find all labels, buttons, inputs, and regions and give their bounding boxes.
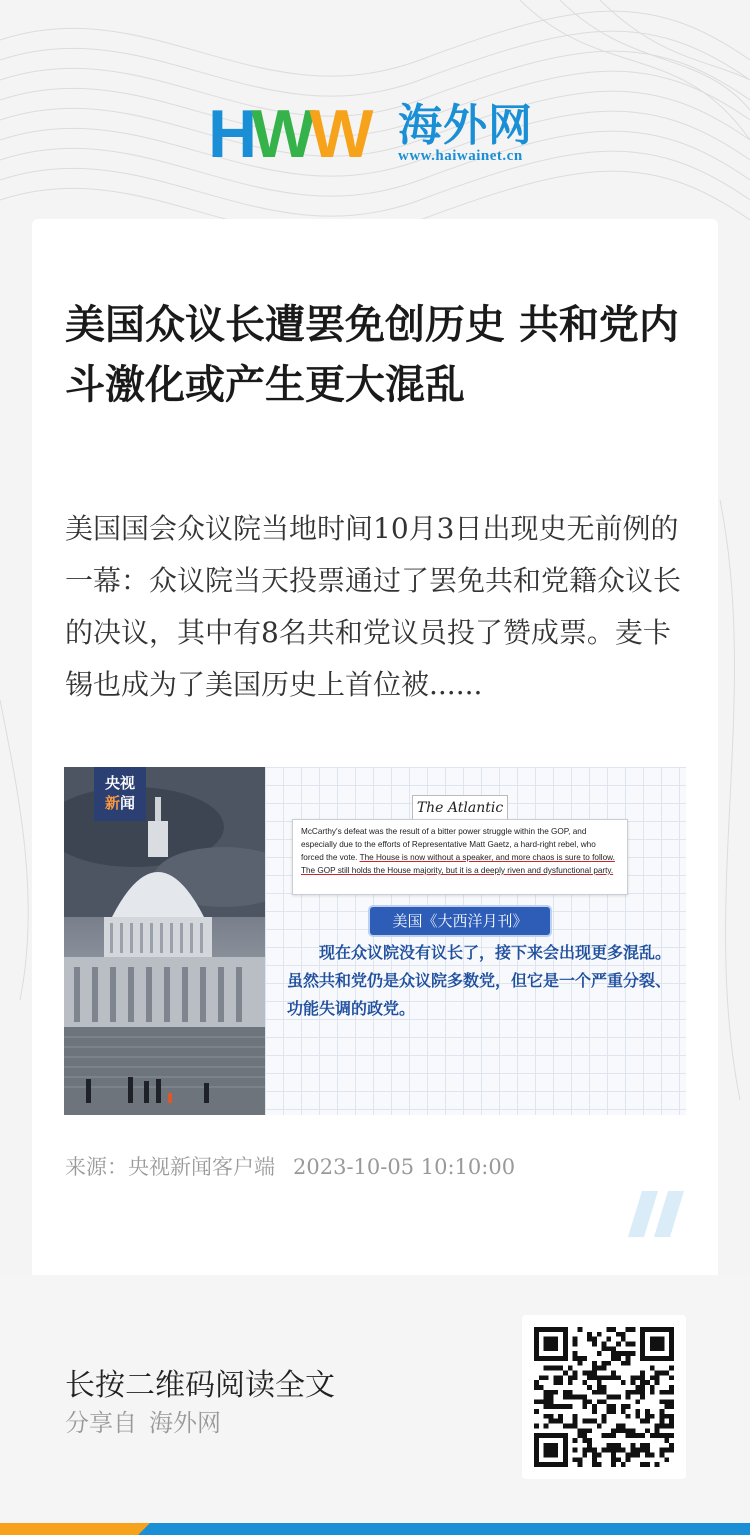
qr-cta-text: 长按二维码阅读全文 — [65, 1368, 335, 1403]
source-label: 来源：央视新闻客户端 — [65, 1155, 275, 1179]
logo-chinese-name: 海外网 — [398, 100, 533, 151]
qr-code-icon — [534, 1327, 674, 1467]
cctv-news-badge — [94, 767, 146, 821]
share-prefix: 分享自 — [65, 1409, 137, 1437]
logo-letter-h: H — [208, 96, 252, 172]
logo-letter-w1: W — [251, 96, 310, 172]
article-meta — [65, 1151, 533, 1181]
bottom-bar-orange — [0, 1523, 150, 1535]
cctv-badge-line1: 央视 — [104, 774, 135, 792]
cctv-badge-line2 — [94, 793, 146, 813]
share-footer — [0, 1275, 750, 1523]
share-attribution — [65, 1403, 233, 1438]
logo-url: www.haiwainet.cn — [398, 148, 523, 164]
atlantic-logo: The Atlantic — [412, 795, 508, 821]
haiwainet-logo — [208, 96, 548, 172]
bottom-color-bar — [0, 1523, 750, 1535]
double-slash-decoration — [628, 1191, 688, 1237]
cctv-badge-char-a: 新 — [104, 794, 120, 812]
logo-letter-w2: W — [309, 96, 368, 172]
share-site: 海外网 — [149, 1409, 221, 1437]
qr-code[interactable] — [522, 1315, 686, 1479]
article-card — [32, 219, 718, 1275]
english-quote-underlined: The House is now without a speaker, and more chaos is sure to follow. The GOP still holds the House majority, but it is a deeply riven and dysfunctional party. — [301, 853, 615, 875]
english-quote-box — [292, 819, 628, 895]
article-title: 美国众议长遭罢免创历史 共和党内斗激化或产生更大混乱 — [65, 301, 679, 408]
quote-panel — [265, 767, 686, 1115]
publish-time: 2023-10-05 10:10:00 — [293, 1155, 516, 1179]
capitol-photo — [64, 767, 265, 1115]
article-image — [64, 767, 686, 1115]
cctv-badge-char-b: 闻 — [120, 794, 136, 812]
source-publication-badge: 美国《大西洋月刊》 — [370, 907, 550, 935]
chinese-quote: 现在众议院没有议长了，接下来会出现更多混乱。虽然共和党仍是众议院多数党，但它是一个严重分裂、功能失调的政党。 — [287, 943, 672, 1018]
logo-hww-mark — [208, 96, 368, 172]
article-summary: 美国国会众议院当地时间10月3日出现史无前例的一幕：众议院当天投票通过了罢免共和党籍众议长的决议，其中有8名共和党议员投了赞成票。麦卡锡也成为了美国历史上首位被...... — [65, 512, 682, 701]
english-quote-plain: McCarthy's defeat was the result of a bitter power struggle within the GOP, and especially due to the efforts of Representative Matt Gaetz, a hard-right rebel, who forced the vote. — [301, 827, 596, 862]
